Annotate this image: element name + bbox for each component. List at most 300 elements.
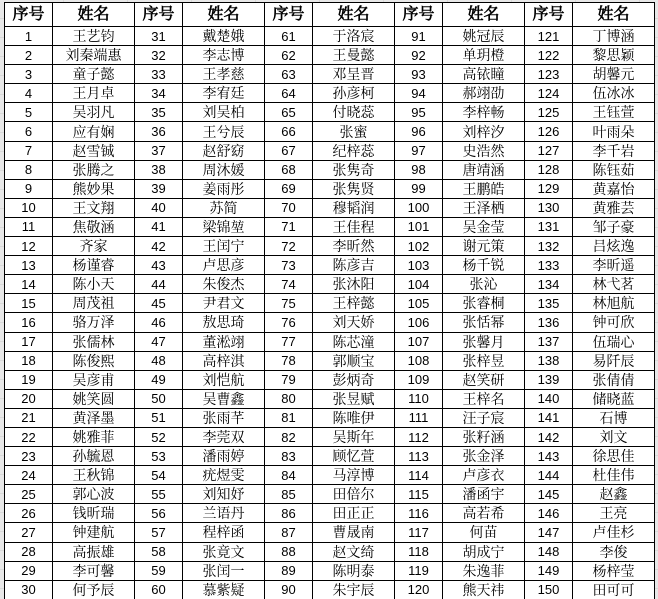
student-name-cell[interactable]: 陈明泰 [313,562,395,581]
student-name-cell[interactable]: 赵鑫 [573,485,655,504]
serial-number-cell[interactable]: 96 [395,122,443,141]
serial-number-cell[interactable]: 101 [395,218,443,237]
student-name-cell[interactable]: 赵文绮 [313,543,395,562]
student-name-cell[interactable]: 黄泽墨 [53,409,135,428]
student-name-cell[interactable]: 张金泽 [443,447,525,466]
student-name-cell[interactable]: 郝翊劭 [443,84,525,103]
serial-number-cell[interactable]: 17 [5,333,53,352]
student-name-cell[interactable]: 钱昕瑞 [53,504,135,523]
serial-number-cell[interactable]: 53 [135,447,183,466]
student-name-cell[interactable]: 张睿桐 [443,294,525,313]
column-header-name[interactable]: 姓名 [53,3,135,27]
serial-number-cell[interactable]: 45 [135,294,183,313]
student-name-cell[interactable]: 王月卓 [53,84,135,103]
serial-number-cell[interactable]: 74 [265,275,313,294]
serial-number-cell[interactable]: 16 [5,313,53,332]
serial-number-cell[interactable]: 11 [5,218,53,237]
student-name-cell[interactable]: 王梓懿 [313,294,395,313]
serial-number-cell[interactable]: 123 [525,65,573,84]
serial-number-cell[interactable]: 132 [525,237,573,256]
serial-number-cell[interactable]: 136 [525,313,573,332]
serial-number-cell[interactable]: 100 [395,199,443,218]
serial-number-cell[interactable]: 144 [525,466,573,485]
serial-number-cell[interactable]: 70 [265,199,313,218]
student-name-cell[interactable]: 姚笑圆 [53,390,135,409]
student-name-cell[interactable]: 高若希 [443,504,525,523]
student-name-cell[interactable]: 杨梓莹 [573,562,655,581]
serial-number-cell[interactable]: 126 [525,122,573,141]
serial-number-cell[interactable]: 77 [265,333,313,352]
student-name-cell[interactable]: 卢佳杉 [573,523,655,542]
student-name-cell[interactable]: 张梓昱 [443,352,525,371]
serial-number-cell[interactable]: 33 [135,65,183,84]
serial-number-cell[interactable]: 8 [5,161,53,180]
student-name-cell[interactable]: 黄嘉怡 [573,180,655,199]
serial-number-cell[interactable]: 34 [135,84,183,103]
serial-number-cell[interactable]: 98 [395,161,443,180]
student-name-cell[interactable]: 田正正 [313,504,395,523]
serial-number-cell[interactable]: 133 [525,256,573,275]
serial-number-cell[interactable]: 116 [395,504,443,523]
student-name-cell[interactable]: 易阡辰 [573,352,655,371]
student-name-cell[interactable]: 付晓蕊 [313,103,395,122]
serial-number-cell[interactable]: 25 [5,485,53,504]
student-name-cell[interactable]: 王秋锦 [53,466,135,485]
serial-number-cell[interactable]: 85 [265,485,313,504]
serial-number-cell[interactable]: 51 [135,409,183,428]
column-header-no[interactable]: 序号 [135,3,183,27]
student-name-cell[interactable]: 王佳程 [313,218,395,237]
student-name-cell[interactable]: 曹晟南 [313,523,395,542]
student-name-cell[interactable]: 单玥橙 [443,46,525,65]
student-name-cell[interactable]: 张雨芊 [183,409,265,428]
student-name-cell[interactable]: 张沐阳 [313,275,395,294]
serial-number-cell[interactable]: 115 [395,485,443,504]
serial-number-cell[interactable]: 149 [525,562,573,581]
serial-number-cell[interactable]: 65 [265,103,313,122]
student-name-cell[interactable]: 应有娴 [53,122,135,141]
serial-number-cell[interactable]: 3 [5,65,53,84]
serial-number-cell[interactable]: 99 [395,180,443,199]
student-name-cell[interactable]: 马淳博 [313,466,395,485]
student-name-cell[interactable]: 刘秦端惠 [53,46,135,65]
student-name-cell[interactable]: 周沐媛 [183,161,265,180]
serial-number-cell[interactable]: 141 [525,409,573,428]
student-name-cell[interactable]: 黄雅芸 [573,199,655,218]
serial-number-cell[interactable]: 95 [395,103,443,122]
serial-number-cell[interactable]: 55 [135,485,183,504]
student-name-cell[interactable]: 叶雨朵 [573,122,655,141]
student-name-cell[interactable]: 王艺钧 [53,27,135,46]
serial-number-cell[interactable]: 128 [525,161,573,180]
student-name-cell[interactable]: 伍瑞心 [573,333,655,352]
serial-number-cell[interactable]: 139 [525,371,573,390]
serial-number-cell[interactable]: 75 [265,294,313,313]
student-name-cell[interactable]: 郭心波 [53,485,135,504]
student-name-cell[interactable]: 刘知妤 [183,485,265,504]
serial-number-cell[interactable]: 24 [5,466,53,485]
student-name-cell[interactable]: 李宥廷 [183,84,265,103]
student-name-cell[interactable]: 张倩倩 [573,371,655,390]
column-header-name[interactable]: 姓名 [183,3,265,27]
student-name-cell[interactable]: 张蜜 [313,122,395,141]
serial-number-cell[interactable]: 108 [395,352,443,371]
student-name-cell[interactable]: 刘文 [573,428,655,447]
serial-number-cell[interactable]: 80 [265,390,313,409]
serial-number-cell[interactable]: 92 [395,46,443,65]
student-name-cell[interactable]: 王曼懿 [313,46,395,65]
student-name-cell[interactable]: 张恬幂 [443,313,525,332]
serial-number-cell[interactable]: 104 [395,275,443,294]
serial-number-cell[interactable]: 22 [5,428,53,447]
student-name-cell[interactable]: 王梓名 [443,390,525,409]
student-name-cell[interactable]: 黎思颖 [573,46,655,65]
student-name-cell[interactable]: 李昕然 [313,237,395,256]
serial-number-cell[interactable]: 2 [5,46,53,65]
serial-number-cell[interactable]: 137 [525,333,573,352]
student-name-cell[interactable]: 高振雄 [53,543,135,562]
column-header-name[interactable]: 姓名 [573,3,655,27]
serial-number-cell[interactable]: 143 [525,447,573,466]
student-name-cell[interactable]: 程梓函 [183,523,265,542]
student-name-cell[interactable]: 赵雪铖 [53,142,135,161]
serial-number-cell[interactable]: 119 [395,562,443,581]
student-name-cell[interactable]: 张竟文 [183,543,265,562]
serial-number-cell[interactable]: 140 [525,390,573,409]
student-name-cell[interactable]: 李可馨 [53,562,135,581]
serial-number-cell[interactable]: 105 [395,294,443,313]
student-name-cell[interactable]: 刘吴柏 [183,103,265,122]
serial-number-cell[interactable]: 26 [5,504,53,523]
serial-number-cell[interactable]: 12 [5,237,53,256]
serial-number-cell[interactable]: 131 [525,218,573,237]
column-header-no[interactable]: 序号 [395,3,443,27]
serial-number-cell[interactable]: 112 [395,428,443,447]
student-name-cell[interactable]: 兰语丹 [183,504,265,523]
serial-number-cell[interactable]: 27 [5,523,53,542]
student-name-cell[interactable]: 李梓畅 [443,103,525,122]
student-name-cell[interactable]: 丁博涵 [573,27,655,46]
student-name-cell[interactable]: 吴斯年 [313,428,395,447]
serial-number-cell[interactable]: 60 [135,581,183,599]
serial-number-cell[interactable]: 68 [265,161,313,180]
student-name-cell[interactable]: 邓呈晋 [313,65,395,84]
student-name-cell[interactable]: 吕炫逸 [573,237,655,256]
serial-number-cell[interactable]: 82 [265,428,313,447]
student-name-cell[interactable]: 陈俊熙 [53,352,135,371]
serial-number-cell[interactable]: 113 [395,447,443,466]
serial-number-cell[interactable]: 23 [5,447,53,466]
student-name-cell[interactable]: 刘天娇 [313,313,395,332]
serial-number-cell[interactable]: 52 [135,428,183,447]
serial-number-cell[interactable]: 44 [135,275,183,294]
student-name-cell[interactable]: 陈芯潼 [313,333,395,352]
serial-number-cell[interactable]: 84 [265,466,313,485]
serial-number-cell[interactable]: 48 [135,352,183,371]
serial-number-cell[interactable]: 106 [395,313,443,332]
serial-number-cell[interactable]: 142 [525,428,573,447]
serial-number-cell[interactable]: 35 [135,103,183,122]
serial-number-cell[interactable]: 103 [395,256,443,275]
serial-number-cell[interactable]: 42 [135,237,183,256]
student-name-cell[interactable]: 钟可欣 [573,313,655,332]
student-name-cell[interactable]: 苏简 [183,199,265,218]
serial-number-cell[interactable]: 147 [525,523,573,542]
serial-number-cell[interactable]: 49 [135,371,183,390]
student-name-cell[interactable]: 伍冰冰 [573,84,655,103]
student-name-cell[interactable]: 李莞双 [183,428,265,447]
serial-number-cell[interactable]: 4 [5,84,53,103]
serial-number-cell[interactable]: 121 [525,27,573,46]
serial-number-cell[interactable]: 18 [5,352,53,371]
student-name-cell[interactable]: 姚冠辰 [443,27,525,46]
student-name-cell[interactable]: 穆韬润 [313,199,395,218]
student-name-cell[interactable]: 吴羽凡 [53,103,135,122]
serial-number-cell[interactable]: 5 [5,103,53,122]
student-name-cell[interactable]: 张馨月 [443,333,525,352]
student-name-cell[interactable]: 王钰萱 [573,103,655,122]
serial-number-cell[interactable]: 69 [265,180,313,199]
student-name-cell[interactable]: 张籽涵 [443,428,525,447]
student-name-cell[interactable]: 疣煜雯 [183,466,265,485]
student-name-cell[interactable]: 慕紫疑 [183,581,265,599]
serial-number-cell[interactable]: 15 [5,294,53,313]
student-name-cell[interactable]: 焦敬涵 [53,218,135,237]
serial-number-cell[interactable]: 120 [395,581,443,599]
serial-number-cell[interactable]: 37 [135,142,183,161]
student-name-cell[interactable]: 卢思彦 [183,256,265,275]
student-name-cell[interactable]: 尹君文 [183,294,265,313]
student-name-cell[interactable]: 杨谨睿 [53,256,135,275]
serial-number-cell[interactable]: 1 [5,27,53,46]
column-header-name[interactable]: 姓名 [313,3,395,27]
serial-number-cell[interactable]: 61 [265,27,313,46]
serial-number-cell[interactable]: 31 [135,27,183,46]
student-name-cell[interactable]: 董淞翊 [183,333,265,352]
student-name-cell[interactable]: 刘梓汐 [443,122,525,141]
student-name-cell[interactable]: 姜雨彤 [183,180,265,199]
serial-number-cell[interactable]: 129 [525,180,573,199]
serial-number-cell[interactable]: 89 [265,562,313,581]
student-name-cell[interactable]: 钟建航 [53,523,135,542]
student-name-cell[interactable]: 骆万泽 [53,313,135,332]
student-name-cell[interactable]: 邹子豪 [573,218,655,237]
student-name-cell[interactable]: 彭炳奇 [313,371,395,390]
student-name-cell[interactable]: 张腾之 [53,161,135,180]
student-name-cell[interactable]: 朱逸菲 [443,562,525,581]
student-name-cell[interactable]: 王闰宁 [183,237,265,256]
student-name-cell[interactable]: 戴楚娥 [183,27,265,46]
student-name-cell[interactable]: 林旭航 [573,294,655,313]
student-name-cell[interactable]: 田可可 [573,581,655,599]
serial-number-cell[interactable]: 19 [5,371,53,390]
serial-number-cell[interactable]: 41 [135,218,183,237]
serial-number-cell[interactable]: 86 [265,504,313,523]
serial-number-cell[interactable]: 58 [135,543,183,562]
student-name-cell[interactable]: 梁锦堃 [183,218,265,237]
student-name-cell[interactable]: 何苗 [443,523,525,542]
student-name-cell[interactable]: 齐家 [53,237,135,256]
column-header-no[interactable]: 序号 [265,3,313,27]
serial-number-cell[interactable]: 62 [265,46,313,65]
serial-number-cell[interactable]: 47 [135,333,183,352]
student-name-cell[interactable]: 赵舒窈 [183,142,265,161]
student-name-cell[interactable]: 李千岩 [573,142,655,161]
student-name-cell[interactable]: 张隽奇 [313,161,395,180]
student-name-cell[interactable]: 卢彦衣 [443,466,525,485]
serial-number-cell[interactable]: 130 [525,199,573,218]
student-name-cell[interactable]: 刘恺航 [183,371,265,390]
serial-number-cell[interactable]: 40 [135,199,183,218]
student-name-cell[interactable]: 张儒林 [53,333,135,352]
student-name-cell[interactable]: 胡成宁 [443,543,525,562]
serial-number-cell[interactable]: 13 [5,256,53,275]
serial-number-cell[interactable]: 93 [395,65,443,84]
serial-number-cell[interactable]: 76 [265,313,313,332]
student-name-cell[interactable]: 徐思佳 [573,447,655,466]
serial-number-cell[interactable]: 83 [265,447,313,466]
student-name-cell[interactable]: 郭顺宝 [313,352,395,371]
serial-number-cell[interactable]: 148 [525,543,573,562]
student-name-cell[interactable]: 李俊 [573,543,655,562]
student-name-cell[interactable]: 张隽贤 [313,180,395,199]
student-name-cell[interactable]: 孙彦柯 [313,84,395,103]
student-name-cell[interactable]: 周茂祖 [53,294,135,313]
student-name-cell[interactable]: 陈钰茹 [573,161,655,180]
student-name-cell[interactable]: 潘函宇 [443,485,525,504]
serial-number-cell[interactable]: 29 [5,562,53,581]
student-name-cell[interactable]: 李昕遥 [573,256,655,275]
student-name-cell[interactable]: 田倍尔 [313,485,395,504]
serial-number-cell[interactable]: 14 [5,275,53,294]
student-name-cell[interactable]: 汪子宸 [443,409,525,428]
student-name-cell[interactable]: 张沁 [443,275,525,294]
serial-number-cell[interactable]: 7 [5,142,53,161]
student-name-cell[interactable]: 胡馨元 [573,65,655,84]
serial-number-cell[interactable]: 32 [135,46,183,65]
serial-number-cell[interactable]: 135 [525,294,573,313]
serial-number-cell[interactable]: 73 [265,256,313,275]
student-name-cell[interactable]: 高铱瞳 [443,65,525,84]
student-name-cell[interactable]: 姚雅菲 [53,428,135,447]
column-header-no[interactable]: 序号 [5,3,53,27]
serial-number-cell[interactable]: 87 [265,523,313,542]
serial-number-cell[interactable]: 71 [265,218,313,237]
student-name-cell[interactable]: 王兮辰 [183,122,265,141]
serial-number-cell[interactable]: 50 [135,390,183,409]
student-name-cell[interactable]: 顾忆萱 [313,447,395,466]
serial-number-cell[interactable]: 66 [265,122,313,141]
student-name-cell[interactable]: 王亮 [573,504,655,523]
student-name-cell[interactable]: 陈唯伊 [313,409,395,428]
serial-number-cell[interactable]: 127 [525,142,573,161]
student-name-cell[interactable]: 纪梓蕊 [313,142,395,161]
serial-number-cell[interactable]: 88 [265,543,313,562]
serial-number-cell[interactable]: 94 [395,84,443,103]
student-name-cell[interactable]: 陈彦吉 [313,256,395,275]
student-name-cell[interactable]: 杨千锐 [443,256,525,275]
serial-number-cell[interactable]: 134 [525,275,573,294]
serial-number-cell[interactable]: 109 [395,371,443,390]
student-name-cell[interactable]: 童子懿 [53,65,135,84]
student-name-cell[interactable]: 张闰一 [183,562,265,581]
student-name-cell[interactable]: 高梓淇 [183,352,265,371]
student-name-cell[interactable]: 张昱赋 [313,390,395,409]
student-name-cell[interactable]: 熊天祎 [443,581,525,599]
serial-number-cell[interactable]: 56 [135,504,183,523]
serial-number-cell[interactable]: 39 [135,180,183,199]
serial-number-cell[interactable]: 118 [395,543,443,562]
student-name-cell[interactable]: 孙毓恩 [53,447,135,466]
student-name-cell[interactable]: 吴金莹 [443,218,525,237]
serial-number-cell[interactable]: 78 [265,352,313,371]
serial-number-cell[interactable]: 20 [5,390,53,409]
student-name-cell[interactable]: 林弋茗 [573,275,655,294]
serial-number-cell[interactable]: 36 [135,122,183,141]
column-header-no[interactable]: 序号 [525,3,573,27]
student-name-cell[interactable]: 王文翔 [53,199,135,218]
serial-number-cell[interactable]: 79 [265,371,313,390]
serial-number-cell[interactable]: 146 [525,504,573,523]
serial-number-cell[interactable]: 150 [525,581,573,599]
serial-number-cell[interactable]: 72 [265,237,313,256]
serial-number-cell[interactable]: 21 [5,409,53,428]
student-name-cell[interactable]: 吴彦甫 [53,371,135,390]
serial-number-cell[interactable]: 110 [395,390,443,409]
student-name-cell[interactable]: 赵笑研 [443,371,525,390]
serial-number-cell[interactable]: 91 [395,27,443,46]
serial-number-cell[interactable]: 122 [525,46,573,65]
serial-number-cell[interactable]: 63 [265,65,313,84]
serial-number-cell[interactable]: 81 [265,409,313,428]
serial-number-cell[interactable]: 54 [135,466,183,485]
serial-number-cell[interactable]: 124 [525,84,573,103]
student-name-cell[interactable]: 王鹏皓 [443,180,525,199]
serial-number-cell[interactable]: 46 [135,313,183,332]
serial-number-cell[interactable]: 90 [265,581,313,599]
serial-number-cell[interactable]: 10 [5,199,53,218]
student-name-cell[interactable]: 于洛宸 [313,27,395,46]
student-name-cell[interactable]: 朱宇辰 [313,581,395,599]
serial-number-cell[interactable]: 117 [395,523,443,542]
serial-number-cell[interactable]: 111 [395,409,443,428]
serial-number-cell[interactable]: 138 [525,352,573,371]
student-name-cell[interactable]: 唐靖涵 [443,161,525,180]
student-name-cell[interactable]: 谢元策 [443,237,525,256]
student-name-cell[interactable]: 敖思琦 [183,313,265,332]
student-name-cell[interactable]: 王孝慈 [183,65,265,84]
serial-number-cell[interactable]: 64 [265,84,313,103]
student-name-cell[interactable]: 石博 [573,409,655,428]
student-name-cell[interactable]: 杜佳伟 [573,466,655,485]
student-name-cell[interactable]: 史浩然 [443,142,525,161]
serial-number-cell[interactable]: 114 [395,466,443,485]
student-name-cell[interactable]: 王泽栖 [443,199,525,218]
student-name-cell[interactable]: 储晓蓝 [573,390,655,409]
serial-number-cell[interactable]: 28 [5,543,53,562]
serial-number-cell[interactable]: 6 [5,122,53,141]
serial-number-cell[interactable]: 9 [5,180,53,199]
student-name-cell[interactable]: 吴曹鑫 [183,390,265,409]
serial-number-cell[interactable]: 59 [135,562,183,581]
student-name-cell[interactable]: 何予辰 [53,581,135,599]
serial-number-cell[interactable]: 107 [395,333,443,352]
serial-number-cell[interactable]: 145 [525,485,573,504]
serial-number-cell[interactable]: 30 [5,581,53,599]
student-name-cell[interactable]: 李志博 [183,46,265,65]
serial-number-cell[interactable]: 38 [135,161,183,180]
serial-number-cell[interactable]: 67 [265,142,313,161]
